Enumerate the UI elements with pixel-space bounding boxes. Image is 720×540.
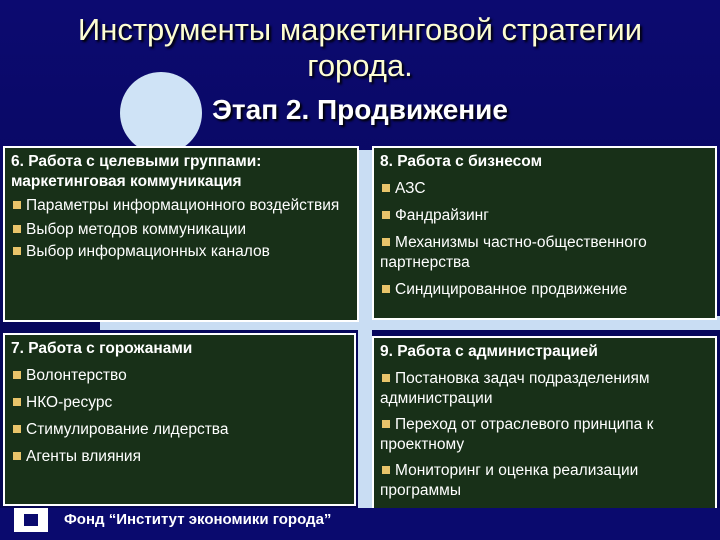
list-item <box>11 447 348 467</box>
list-item-text: Стимулирование лидерства <box>26 421 229 438</box>
bullet-icon <box>13 452 21 460</box>
panel-business <box>372 146 717 320</box>
bullet-icon <box>382 238 390 246</box>
panel-administration <box>372 336 717 526</box>
list-item <box>380 206 709 226</box>
list-item <box>380 179 709 199</box>
panel-heading <box>380 152 709 172</box>
list-item <box>380 461 709 501</box>
list-item-text: АЗС <box>395 180 426 197</box>
bullet-icon <box>382 184 390 192</box>
list-item-text: Агенты влияния <box>26 448 141 465</box>
slide-subtitle: Этап 2. Продвижение <box>212 94 508 125</box>
list-item-text: Параметры информационного воздействия <box>26 197 340 214</box>
bullet-icon <box>13 225 21 233</box>
list-item-text: Выбор методов коммуникации <box>26 221 247 238</box>
list-item <box>11 393 348 413</box>
list-item-text: Фандрайзинг <box>395 207 489 224</box>
list-item <box>11 196 351 216</box>
panel-number: 7. <box>11 340 24 357</box>
bullet-icon <box>382 374 390 382</box>
list-item-text: Постановка задач подразделениям администрации <box>380 370 650 407</box>
footer-caption: Фонд “Институт экономики города” <box>64 511 332 528</box>
list-item <box>11 242 351 262</box>
panel-number: 6. <box>11 153 24 170</box>
list-item-text: Переход от отраслевого принципа к проектному <box>380 416 654 453</box>
panel-heading-text: Работа с целевыми группами: маркетинговая коммуникация <box>11 153 262 190</box>
list-item <box>11 366 348 386</box>
bullet-icon <box>13 201 21 209</box>
bullet-icon <box>13 398 21 406</box>
panel-target-groups <box>3 146 359 322</box>
list-item-text: Механизмы частно-общественного партнерства <box>380 234 647 271</box>
slide-title-line2: города. <box>307 48 413 83</box>
panel-citizens <box>3 333 356 506</box>
bullet-icon <box>382 285 390 293</box>
list-item <box>11 220 351 240</box>
connector-vertical <box>358 150 372 510</box>
list-item <box>380 415 709 455</box>
bullet-icon <box>382 466 390 474</box>
list-item-text: Синдицированное продвижение <box>395 281 628 298</box>
list-item <box>380 369 709 409</box>
list-item-text: Мониторинг и оценка реализации программы <box>380 462 639 499</box>
list-item <box>380 280 709 300</box>
list-item <box>11 420 348 440</box>
panel-heading-text: Работа с горожанами <box>23 340 193 357</box>
panel-heading <box>11 339 348 359</box>
bullet-icon <box>13 247 21 255</box>
bullet-icon <box>13 371 21 379</box>
panel-heading <box>380 342 709 362</box>
bullet-icon <box>13 425 21 433</box>
panel-number: 9. <box>380 343 393 360</box>
panel-number: 8. <box>380 153 393 170</box>
bullet-icon <box>382 211 390 219</box>
list-item-text: НКО-ресурс <box>26 394 113 411</box>
slide-title-line1: Инструменты маркетинговой стратегии <box>77 12 643 47</box>
foundation-logo <box>14 508 48 532</box>
panel-heading <box>11 152 351 192</box>
panel-heading-text: Работа с бизнесом <box>392 153 543 170</box>
list-item <box>380 233 709 273</box>
logo-mark <box>24 514 38 526</box>
list-item-text: Выбор информационных каналов <box>26 243 270 260</box>
list-item-text: Волонтерство <box>26 367 127 384</box>
bullet-icon <box>382 420 390 428</box>
panel-heading-text: Работа с администрацией <box>392 343 598 360</box>
